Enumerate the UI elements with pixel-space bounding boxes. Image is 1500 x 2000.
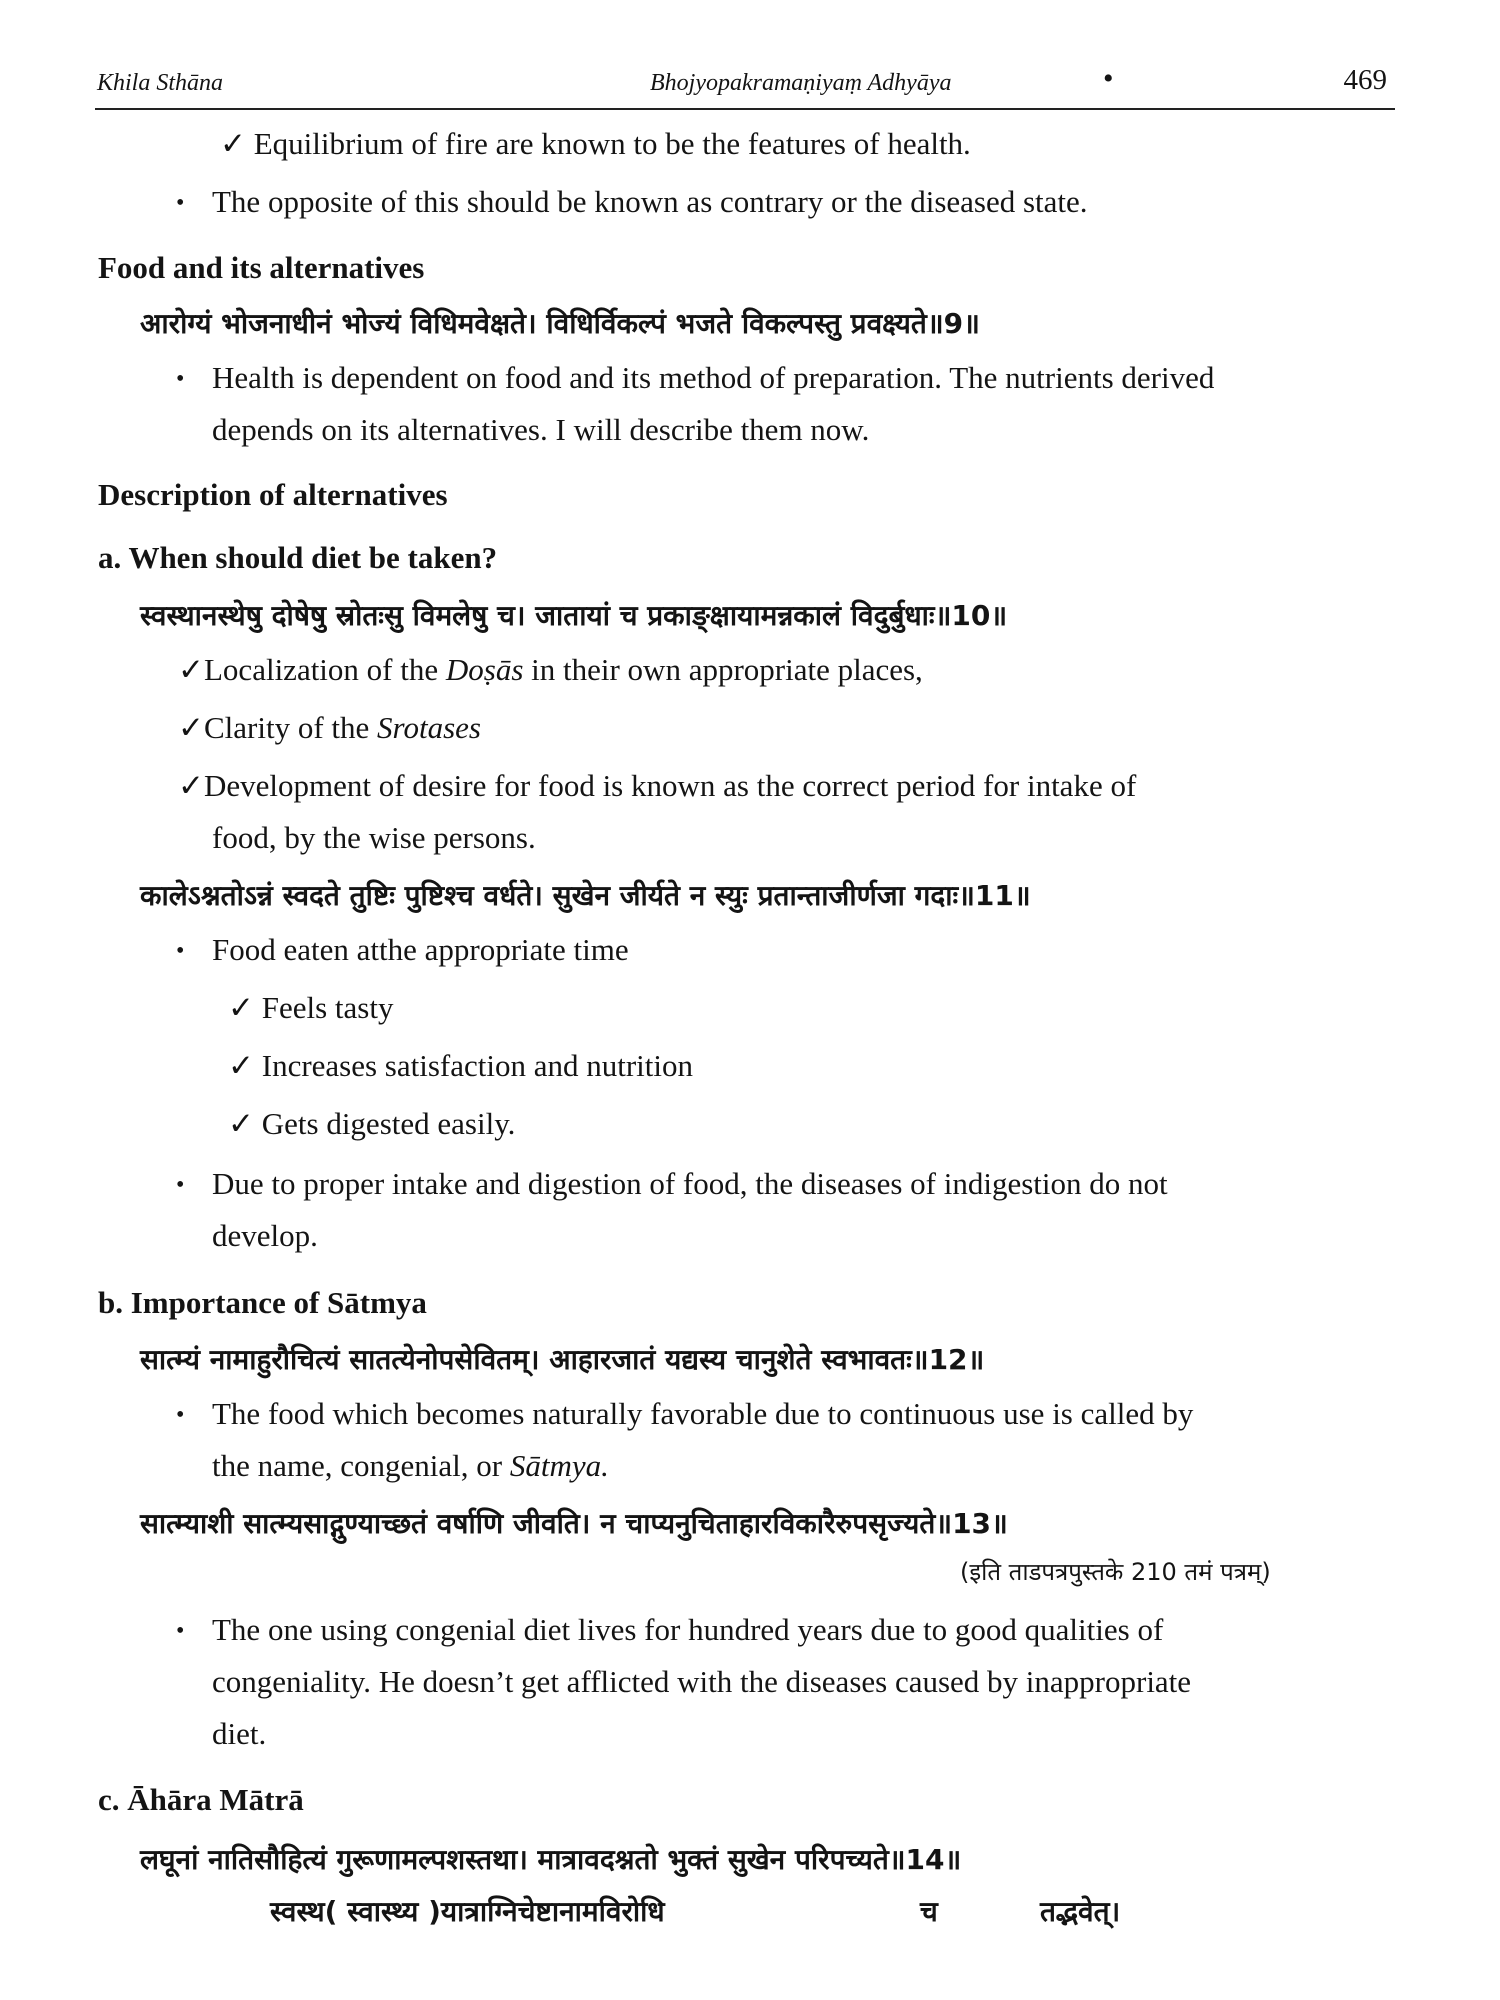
- header-chapter: Bhojyopakramaṇiyaṃ Adhyāya: [650, 70, 952, 96]
- check-icon: ✓: [228, 1048, 254, 1083]
- source-note: (इति ताडपत्रपुस्तके 210 तमं पत्रम्): [960, 1558, 1271, 1586]
- check-item: ✓Localization of the Doṣās in their own appropriate places,: [178, 650, 923, 690]
- check-icon: ✓: [228, 990, 254, 1025]
- check-continuation: food, by the wise persons.: [212, 820, 536, 855]
- subsection-heading: a. When should diet be taken?: [98, 540, 498, 575]
- sanskrit-verse: सात्म्यं नामाहुरौचित्यं सातत्येनोपसेवितम्। आहारजातं यद्यस्य चानुशेते स्वभावतः॥12॥: [140, 1343, 985, 1376]
- bullet-icon: •: [176, 1618, 185, 1644]
- bullet-item: • The food which becomes naturally favorable due to continuous use is called by: [176, 1394, 1193, 1435]
- check-item: ✓ Equilibrium of fire are known to be the features of health.: [220, 124, 971, 164]
- check-item: ✓ Increases satisfaction and nutrition: [228, 1046, 693, 1086]
- sanskrit-verse: लघूनां नातिसौहित्यं गुरूणामल्पशस्तथा। मात्रावदश्नतो भुक्तं सुखेन परिपच्यते॥14॥: [140, 1843, 962, 1876]
- bullet-icon: •: [176, 1402, 185, 1428]
- subsection-heading: c. Āhāra Mātrā: [98, 1782, 304, 1817]
- bullet-item: • The one using congenial diet lives for hundred years due to good qualities of: [176, 1610, 1163, 1651]
- bullet-continuation: congeniality. He doesn’t get afflicted with the diseases caused by inappropriate: [212, 1664, 1192, 1699]
- sanskrit-verse: कालेऽश्नतोऽन्नं स्वदते तुष्टिः पुष्टिश्च वर्धते। सुखेन जीर्यते न स्युः प्रतान्ताजीर्णजा गदाः॥11॥: [140, 879, 1031, 912]
- bullet-continuation: develop.: [212, 1218, 318, 1253]
- check-item: ✓Clarity of the Srotases: [178, 708, 481, 748]
- check-icon: ✓: [178, 652, 204, 687]
- check-icon: ✓: [178, 710, 204, 745]
- bullet-icon: •: [176, 366, 185, 392]
- sanskrit-verse: सात्म्याशी सात्म्यसाद्गुण्याच्छतं वर्षाणि जीवति। न चाप्यनुचिताहारविकारैरुपसृज्यते॥13॥: [140, 1507, 1008, 1540]
- bullet-continuation: depends on its alternatives. I will describe them now.: [212, 412, 870, 447]
- sanskrit-verse-part: तद्भवेत्।: [1040, 1895, 1121, 1928]
- sanskrit-verse-part: स्वस्थ( स्वास्थ्य )यात्राग्निचेष्टानामविरोधि: [270, 1895, 665, 1928]
- header-section: Khila Sthāna: [97, 70, 224, 96]
- subsection-heading: b. Importance of Sātmya: [98, 1285, 427, 1320]
- check-icon: ✓: [178, 768, 204, 803]
- check-item: ✓ Feels tasty: [228, 988, 394, 1028]
- check-icon: ✓: [228, 1106, 254, 1141]
- bullet-item: • The opposite of this should be known as contrary or the diseased state.: [176, 182, 1088, 223]
- check-icon: ✓: [220, 126, 246, 161]
- bullet-continuation: diet.: [212, 1716, 267, 1751]
- section-heading: Description of alternatives: [98, 477, 448, 512]
- bullet-item: • Due to proper intake and digestion of food, the diseases of indigestion do not: [176, 1164, 1168, 1205]
- section-heading: Food and its alternatives: [98, 250, 425, 285]
- check-item: ✓Development of desire for food is known as the correct period for intake of: [178, 766, 1136, 806]
- header-dot: •: [1103, 62, 1114, 95]
- sanskrit-verse-part: च: [920, 1895, 938, 1928]
- sanskrit-verse: स्वस्थानस्थेषु दोषेषु स्रोतःसु विमलेषु च। जातायां च प्रकाङ्क्षायामन्नकालं विदुर्बुधाः॥10॥: [140, 599, 1008, 632]
- bullet-continuation: the name, congenial, or Sātmya.: [212, 1448, 609, 1483]
- page-number: 469: [1343, 64, 1387, 96]
- sanskrit-verse: आरोग्यं भोजनाधीनं भोज्यं विधिमवेक्षते। विधिर्विकल्पं भजते विकल्पस्तु प्रवक्ष्यते॥9॥: [140, 307, 980, 340]
- bullet-icon: •: [176, 1172, 185, 1198]
- bullet-item: • Food eaten atthe appropriate time: [176, 930, 629, 971]
- check-item: ✓ Gets digested easily.: [228, 1104, 515, 1144]
- bullet-icon: •: [176, 938, 185, 964]
- bullet-item: • Health is dependent on food and its method of preparation. The nutrients derived: [176, 358, 1214, 399]
- bullet-icon: •: [176, 190, 185, 216]
